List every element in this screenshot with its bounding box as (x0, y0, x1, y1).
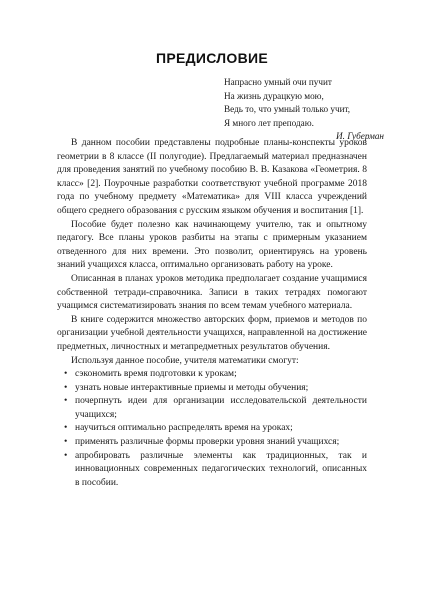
bullet-icon: • (64, 396, 68, 407)
epigraph-author: И. Губерман (336, 131, 384, 142)
list-item-text: научиться оптимально распределять время на уроках; (75, 423, 293, 434)
epigraph-line: Напрасно умный очи пучит (224, 77, 332, 87)
paragraph: В книге содержится множество авторских форм, приемов и методов по организации учебной деятельности учащихся, направленной на достижение предметных, личностных и метапредметных результатов обучения. (57, 314, 367, 352)
bullet-icon: • (64, 450, 68, 461)
epigraph-line: На жизнь дурацкую мою, (224, 90, 324, 101)
benefits-list (57, 368, 367, 490)
bullet-icon: • (64, 437, 68, 448)
list-item (57, 450, 367, 491)
list-item-text: узнать новые интерактивные приемы и методы обучения; (75, 382, 309, 393)
list-item-text: применять различные формы проверки уровня знаний учащихся; (75, 437, 340, 448)
epigraph-line: Я много лет преподаю. (224, 117, 314, 128)
list-item-text: сэкономить время подготовки к урокам; (75, 369, 237, 380)
list-item-text: апробировать различные элементы как традиционных, так и инновационных современных педагогических технологий, описанных в пособии. (75, 450, 367, 488)
bullet-icon: • (64, 369, 68, 380)
epigraph-line: Ведь то, что умный только учит, (224, 104, 351, 115)
bullet-icon: • (64, 382, 68, 393)
paragraph: Используя данное пособие, учителя математики смогут: (71, 355, 299, 366)
page-title: ПРЕДИСЛОВИЕ (155, 50, 269, 66)
list-item (57, 382, 367, 396)
preface-body (57, 137, 367, 490)
list-item (57, 368, 367, 382)
paragraph: Пособие будет полезно как начинающему учителю, так и опытному педагогу. Все планы уроков разбиты на этапы с примерным указанием отведенного для них времени. Это позволит, ориентируясь на уровень знаний учащихся класса, оптимально организовать работу на уроке. (57, 219, 367, 271)
paragraph: Описанная в планах уроков методика предполагает создание учащимися собственной тетради-справочника. Записи в таких тетрадях помогают учащимся систематизировать знания по всем темам учебного материала. (57, 273, 367, 312)
list-item (57, 436, 367, 450)
list-item-text: почерпнуть идеи для организации исследовательской деятельности учащихся; (75, 396, 367, 420)
list-item (57, 395, 367, 422)
bullet-icon: • (64, 423, 68, 434)
epigraph (224, 76, 384, 144)
paragraph: В данном пособии представлены подробные планы-конспекты уроков геометрии в 8 классе (II полугодие). Предлагаемый материал предназначен для проведения занятий по учебному пособию В. В. Казакова «Геометрия. 8 класс» [2]. Поурочные разработки соответствуют учебной программе 2018 года по учебному предмету «Математика» для VIII класса учреждений общего среднего образования с русским языком обучения и воспитания [1]. (57, 138, 367, 216)
list-item (57, 422, 367, 436)
